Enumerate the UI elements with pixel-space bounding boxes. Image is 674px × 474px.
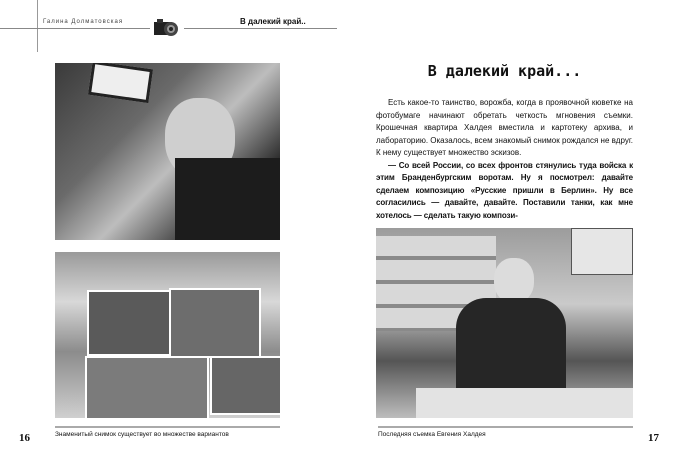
running-header-chapter: В далекий край.. [240, 17, 306, 26]
camera-icon [152, 17, 182, 37]
photo-man-at-desk [55, 63, 280, 240]
caption-left: Знаменитый снимок существует во множестве вариантов [55, 431, 229, 438]
caption-rule-right [378, 426, 633, 428]
chapter-title: В далекий край... [427, 62, 582, 80]
margin-rule [37, 0, 38, 52]
caption-rule-left [55, 426, 280, 428]
page-number-right: 17 [648, 432, 659, 444]
header-rule-right [184, 28, 337, 29]
running-header-author: Галина Долматовская [43, 19, 124, 25]
body-text [376, 97, 633, 222]
page-number-left: 16 [19, 432, 30, 444]
photo-khaldei-last [376, 228, 633, 418]
caption-right: Последняя съемка Евгения Халдея [378, 431, 486, 438]
paragraph: Есть какое-то таинство, ворожба, когда в проявочной кюветке на фотобумаге начинают обретать четкость мгновения съемки. Крошечная квартира Халдея вместила и картотеку архива, и лабораторию. Оказалось, всем знакомый снимок рождался не вдруг. К нему существует множество эскизов. [376, 98, 633, 157]
photo-brandenburg-prints [55, 252, 280, 418]
header-rule-left [0, 28, 150, 29]
quote-paragraph: — Со всей России, со всех фронтов стянулись туда войска к этим Бранденбургским воротам. Ну я посмотрел: давайте сделаем композицию «Русские пришли в Берлин». Ну все согласились — давайте, давайте. Поставили танки, как мне хотелось — сделать такую компози- [376, 160, 633, 220]
